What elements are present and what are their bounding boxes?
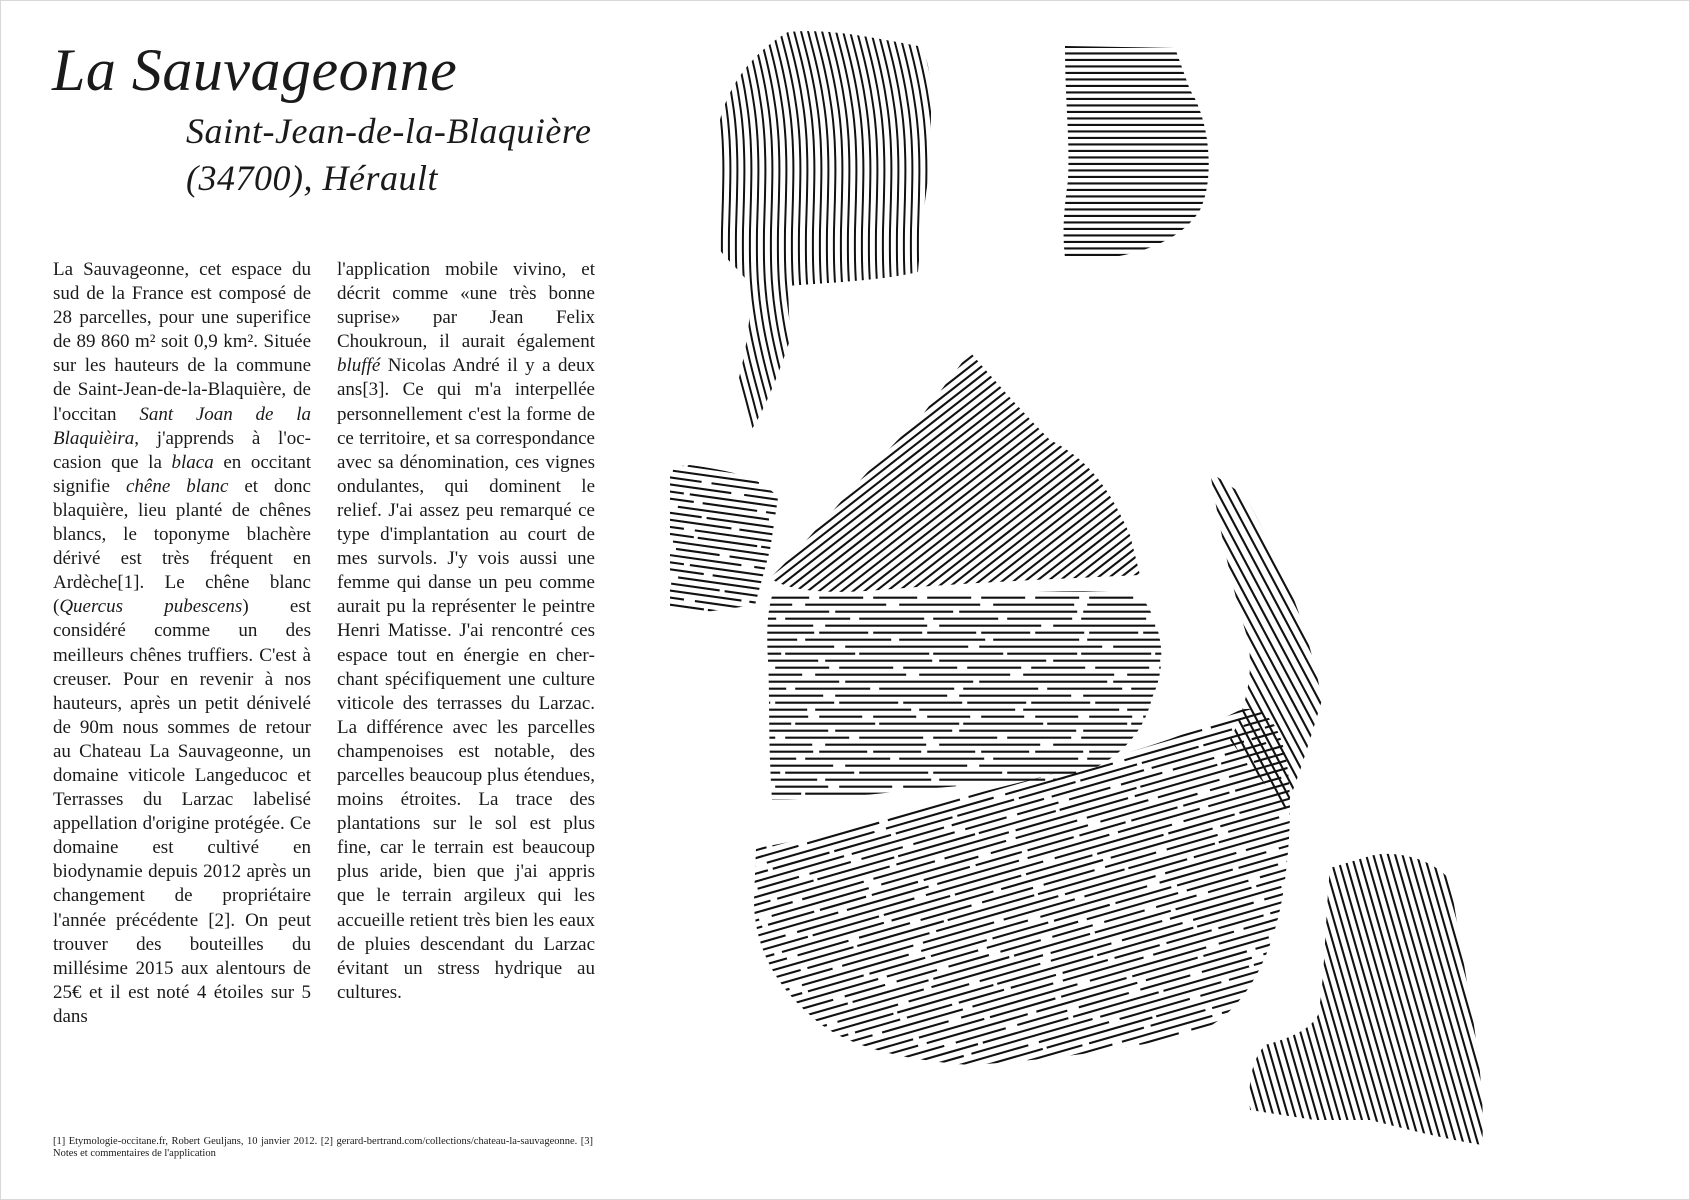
article-title: La Sauvageonne [52, 37, 458, 103]
text-column-2 [337, 258, 595, 1005]
text-column-1 [53, 258, 311, 1029]
parcel-map-illustration [670, 20, 1670, 1180]
parcel-top-right-horizontal [970, 20, 1290, 313]
subtitle-department: (34700), Hérault [186, 158, 438, 198]
parcel-middle-diagonal [670, 108, 1324, 838]
article-subtitle [186, 108, 592, 202]
parcel-top-left-wavy-vertical [700, 20, 997, 450]
footnotes: [1] Etymologie-occitane.fr, Robert Geuljans, 10 janvier 2012. [2] gerard-bertrand.com/collections/chateau-la-sauvageonne. [3] Notes et commentaires de l'application [53, 1136, 593, 1159]
body-paragraph-1: La Sauvageonne, cet espace du sud de la France est composé de 28 parcelles, pour une superifice de 89 860 m² soit 0,9 km². Située sur les hauteurs de la commune de Saint-Jean-de-la-Blaquière, de l'occitan Sant Joan de la Blaquièira, j'apprends à l'occasion que la blaca en occitant signifie chêne blanc et donc blaquière, lieu planté de chênes blancs, le toponyme blachère dérivé est très fréquent en Ardèche[1]. Le chêne blanc (Quercus pubescens) est considéré comme un des meilleurs chênes truffiers. C'est à creuser. Pour en revenir à nos hauteurs, après un petit dénivelé de 90m nous sommes de retour au Chateau La Sauvageonne, un domaine viticole Langeducoc et Terrasses du Larzac labelisé appellation d'origine protégée. Ce domaine est cultivé en biodynamie depuis 2012 après un changement de propriétaire l'année précédente [2]. On peut trouver des bouteilles du millésime 2015 aux alentours de 25€ et il est noté 4 étoiles sur 5 dans [53, 259, 311, 1027]
subtitle-commune: Saint-Jean-de-la-Blaquière [186, 111, 592, 151]
body-paragraph-2: l'application mobile vivino, et décrit comme «une très bonne suprise» par Jean Felix Choukroun, il aurait également bluffé Nicolas André il y a deux ans[3]. Ce qui m'a interpellée personnellement c'est la forme de ce territoire, et sa correspondance avec sa dénomination, ces vignes ondulantes, qui dominent le relief. J'ai assez peu remarqué ce type d'implantation au court de mes survols. J'y vois aussi une femme qui danse un peu comme aurait pu la représenter le peintre Henri Matisse. J'ai rencontré ces espace tout en énergie en cherchant spécifiquement une culture viticole des terrasses du Larzac. La différence avec les parcelles champenoises est notable, des parcelles beaucoup plus étendues, moins étroites. La trace des plantations sur le sol est plus fine, car le terrain est beaucoup plus aride, bien que j'ai appris que le terrain argileux qui les accueille retient très bien les eaux de pluies descendant du Larzac évitant un stress hydrique au cultures. [337, 259, 595, 1003]
parcel-groups [670, 20, 1641, 1180]
